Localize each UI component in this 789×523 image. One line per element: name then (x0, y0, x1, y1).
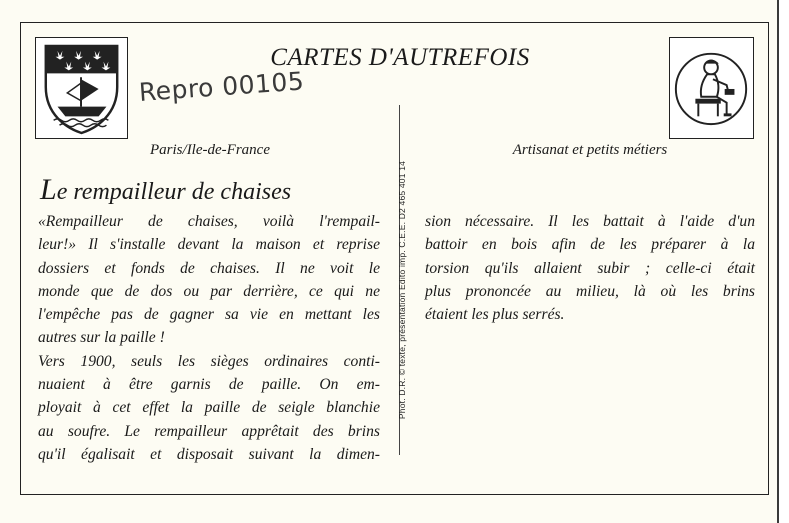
photo-credit: Phot. D.R. © texte, présentation Edito imp. C.E.E. D2 465 401 14 (397, 160, 407, 420)
text-line: ployait à cet effet la paille de seigle blanchie (38, 399, 380, 417)
text-line: étaient les plus serrés. (425, 306, 565, 324)
text-line: autres sur la paille ! (38, 329, 165, 347)
text-line: sion nécessaire. Il les battait à l'aide d'un (425, 213, 755, 230)
text-line: plus prononcée au milieu, là où les brins (425, 282, 755, 300)
article-title-initial: L (40, 173, 57, 206)
article-title-rest: e rempailleur de chaises (56, 179, 292, 205)
text-line: «Rempailleur de chaises, voilà l'rempail- (38, 213, 380, 230)
text-line: battoir en bois afin de les préparer à la (425, 236, 755, 254)
text-line: torsion qu'ils allaient subir ; celle-ci était (425, 259, 755, 277)
text-line: dossiers et fonds de chaises. Il ne voit le (38, 259, 380, 277)
theme-label: Artisanat et petits métiers (512, 142, 668, 158)
craftsman-figure-icon (669, 37, 754, 139)
text-line: monde que de dos ou par derrière, ce qui ne (38, 282, 380, 300)
article-right-column (425, 210, 755, 326)
text-line: l'empêche pas de gagner sa vie en mettant les (38, 306, 380, 324)
region-label: Paris/Ile-de-France (150, 142, 270, 158)
handwritten-reference: Repro 00105 (138, 66, 306, 107)
card-edge-shadow (777, 0, 779, 523)
article-title (40, 173, 291, 207)
series-title: CARTES D'AUTREFOIS (270, 44, 530, 71)
text-line: au soufre. Le rempailleur apprêtait des brins (38, 422, 380, 440)
paris-coat-of-arms-icon (35, 37, 128, 139)
text-line: Vers 1900, seuls les sièges ordinaires conti- (38, 352, 380, 370)
text-line: nuaient à être garnis de paille. On em- (38, 376, 380, 394)
text-line: leur!» Il s'installe devant la maison et reprise (38, 236, 380, 254)
article-left-column (38, 210, 380, 466)
text-line: qu'il égalisait et disposait suivant la dimen- (38, 445, 380, 463)
